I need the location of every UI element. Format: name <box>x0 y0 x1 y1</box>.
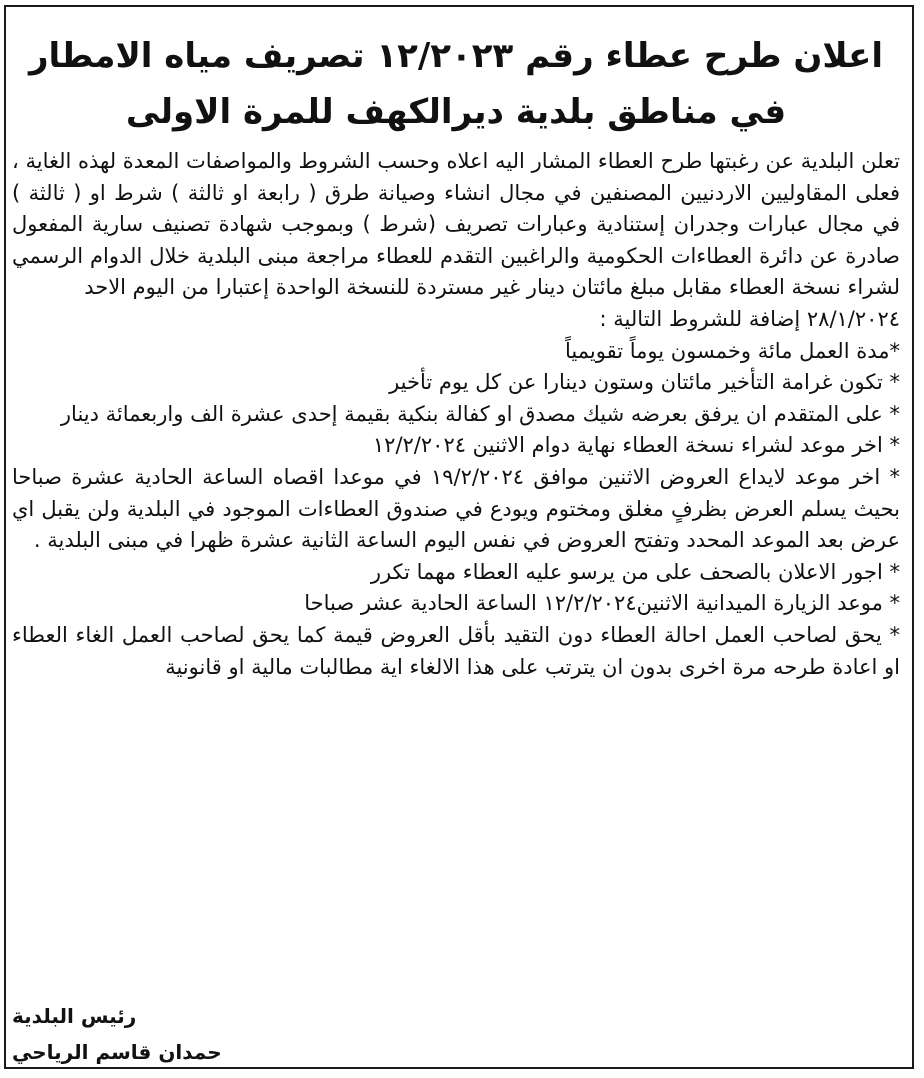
condition-site-visit: * موعد الزيارة الميدانية الاثنين١٢/٢/٢٠٢٤ الساعة الحادية عشر صباحا <box>304 591 900 616</box>
notice-body <box>12 146 900 683</box>
condition-owner-rights: * يحق لصاحب العمل احالة العطاء دون التقيد بأقل العروض قيمة كما يحق لصاحب العمل الغاء العطاء او اعادة طرحه مرة اخرى بدون ان يترتب على هذا الالغاء اية مطالبات مالية او قانونية <box>12 622 900 679</box>
signature-name: حمدان قاسم الرياحي <box>12 1040 222 1064</box>
signature-position: رئيس البلدية <box>12 1004 137 1028</box>
intro-paragraph: تعلن البلدية عن رغبتها طرح العطاء المشار اليه اعلاه وحسب الشروط والمواصفات المعدة لهذه الغاية ، فعلى المقاوليين الاردنيين المصنفين في مجال انشاء وصيانة طرق ( رابعة او ثالثة ) شرط او ( ثالثة ) في مجال عبارات وجدران إستنادية وعبارات تصريف (شرط ) وبموجب شهادة تصنيف سارية المفعول صادرة عن دائرة العطاءات الحكومية والراغبين التقدم للعطاء مراجعة مبنى البلدية خلال الدوام الرسمي لشراء نسخة العطاء مقابل مبلغ مائتان دينار غير مستردة للنسخة الواحدة إعتبارا من اليوم الاحد <box>12 149 900 300</box>
title-line-1: اعلان طرح عطاء رقم ١٢/٢٠٢٣ تصريف مياه الامطار <box>28 36 884 76</box>
tender-notice <box>12 28 900 1064</box>
signature-block <box>12 998 900 1070</box>
condition-submission-deadline: * اخر موعد لايداع العروض الاثنين موافق ١٩/٢/٢٠٢٤ في موعدا اقصاه الساعة الحادية عشرة صباحا بحيث يسلم العرض بظرفٍ مغلق ومختوم ويودع في صندوق العطاءات الموجود في البلدية ولن يقبل اي عرض بعد الموعد المحدد وتفتح العروض في نفس اليوم الساعة الثانية عشرة ظهرا في مبنى البلدية . <box>12 464 900 553</box>
condition-bank-guarantee: * على المتقدم ان يرفق بعرضه شيك مصدق او كفالة بنكية بقيمة إحدى عشرة الف واربعمائة دينار <box>60 401 900 426</box>
condition-ad-fees: * اجور الاعلان بالصحف على من يرسو عليه العطاء مهما تكرر <box>370 559 900 584</box>
intro-tail: ٢٨/١/٢٠٢٤ إضافة للشروط التالية : <box>599 306 900 331</box>
conditions-list <box>12 336 900 684</box>
condition-duration: *مدة العمل مائة وخمسون يوماً تقويمياً <box>565 338 900 363</box>
notice-title <box>12 28 900 140</box>
condition-purchase-deadline: * اخر موعد لشراء نسخة العطاء نهاية دوام الاثنين ١٢/٢/٢٠٢٤ <box>372 433 900 458</box>
condition-delay-penalty: * تكون غرامة التأخير مائتان وستون دينارا عن كل يوم تأخير <box>389 370 900 395</box>
title-line-2: في مناطق بلدية ديرالكهف للمرة الاولى <box>125 92 787 132</box>
